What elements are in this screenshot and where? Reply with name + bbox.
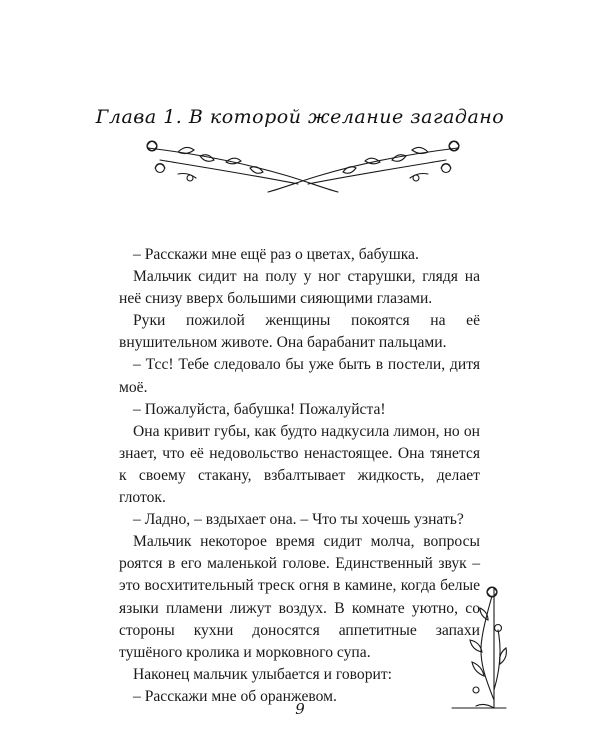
paragraph: Мальчик некоторое время сидит молча, вопросы роятся в его маленькой голове. Единственный звук – это восхитительный треск огня в камине, когда белые языки пламени лижут воздух. В комнате уютно, со стороны кухни доносятся аппетитные запахи тушёного кролика и морковного супа. (119, 533, 480, 661)
floral-corner-icon (448, 580, 508, 720)
paragraph: – Расскажи мне ещё раз о цветах, бабушка. (133, 246, 419, 263)
paragraph: Она кривит губы, как будто надкусила лимон, но он знает, что её недовольство ненастоящее. Она тянется к своему стакану, взбалтывает жидкость, делает глоток. (119, 422, 480, 507)
paragraph: Наконец мальчик улыбается и говорит: (133, 665, 392, 683)
page-number: 9 (295, 700, 305, 718)
chapter-text (119, 244, 480, 708)
floral-divider-icon (138, 134, 468, 196)
paragraph: – Расскажи мне об оранжевом. (133, 687, 337, 705)
paragraph: – Пожалуйста, бабушка! Пожалуйста! (133, 400, 386, 418)
paragraph: Мальчик сидит на полу у ног старушки, глядя на неё снизу вверх большими сияющими глазами. (119, 268, 480, 308)
paragraph: – Ладно, – вздыхает она. – Что ты хочешь узнать? (133, 511, 464, 529)
paragraph: Руки пожилой женщины покоятся на её внушительном животе. Она барабанит пальцами. (119, 312, 480, 352)
chapter-title: Глава 1. В которой желание загадано (95, 106, 505, 128)
paragraph: – Тсс! Тебе следовало бы уже быть в постели, дитя моё. (119, 356, 480, 396)
